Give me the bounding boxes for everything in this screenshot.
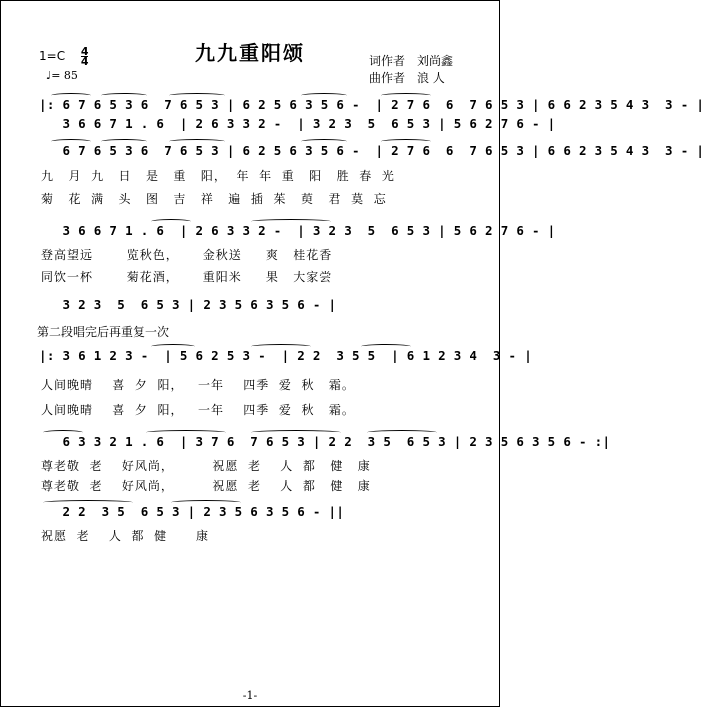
lyric-line: 九 月 九 日 是 重 阳， 年 年 重 阳 胜 春 光	[41, 169, 395, 183]
slur	[43, 500, 133, 505]
slur	[171, 500, 241, 505]
composer-name: 浪 人	[416, 71, 445, 85]
slur	[169, 93, 225, 98]
slur	[146, 430, 226, 435]
key-signature	[39, 47, 88, 66]
notation-line: 3 6 6 7 1 . 6 | 2 6 3 3 2 - | 3 2 3 5 6 5 3 | 5 6 2 7 6 - |	[39, 116, 556, 131]
slur	[361, 344, 411, 349]
credits: 词作者 刘尚鑫 曲作者 浪 人	[368, 54, 453, 85]
slur	[251, 344, 311, 349]
slur	[381, 93, 431, 98]
tempo-mark: ♩= 85	[46, 69, 78, 82]
lyric-line: 登高望远 览秋色， 金秋送 爽 桂花香	[41, 248, 333, 262]
time-signature: $\frac{4}{4}$	[80, 45, 89, 68]
lyricist-name: 刘尚鑫	[416, 54, 453, 68]
key-label: 1=C	[39, 49, 66, 63]
notation-line: 2 2 3 5 6 5 3 | 2 3 5 6 3 5 6 - ||	[39, 504, 345, 519]
slur	[101, 139, 147, 144]
lyric-line: 菊 花 满 头 图 吉 祥 遍 插 茱 萸 君 莫 忘	[41, 192, 387, 206]
notation-line: 6 7 6 5 3 6 7 6 5 3 | 6 2 5 6 3 5 6 - | 2 7 6 6 7 6 5 3 | 6 6 2 3 5 4 3 3 - |	[39, 143, 704, 158]
notation-line: |: 6 7 6 5 3 6 7 6 5 3 | 6 2 5 6 3 5 6 - | 2 7 6 6 7 6 5 3 | 6 6 2 3 5 4 3 3 - |	[39, 97, 704, 112]
slur	[51, 139, 91, 144]
page-number: -1-	[242, 689, 258, 702]
lyric-line: 祝愿 老 人 都 健 康	[41, 529, 210, 543]
lyric-line: 尊老敬 老 好风尚， 祝愿 老 人 都 健 康	[41, 459, 371, 473]
slur	[51, 93, 91, 98]
repeat-instruction: 第二段唱完后再重复一次	[37, 325, 170, 339]
song-title: 九九重阳颂	[195, 41, 305, 65]
lyric-line: 人间晚晴 喜 夕 阳， 一年 四季 爱 秋 霜。	[41, 378, 355, 392]
slur	[43, 430, 83, 435]
slur	[381, 139, 431, 144]
lyric-line: 人间晚晴 喜 夕 阳， 一年 四季 爱 秋 霜。	[41, 403, 355, 417]
slur	[101, 93, 147, 98]
notation-line: 6 3 3 2 1 . 6 | 3 7 6 7 6 5 3 | 2 2 3 5 6 5 3 | 2 3 5 6 3 5 6 - :|	[39, 434, 611, 449]
slur	[301, 139, 347, 144]
notation-line: 3 2 3 5 6 5 3 | 2 3 5 6 3 5 6 - |	[39, 297, 337, 312]
slur	[169, 139, 225, 144]
slur	[367, 430, 437, 435]
slur	[251, 219, 331, 224]
slur	[301, 93, 347, 98]
notation-line: |: 3 6 1 2 3 - | 5 6 2 5 3 - | 2 2 3 5 5 | 6 1 2 3 4 3 - |	[39, 348, 533, 363]
slur	[151, 344, 195, 349]
slur	[251, 430, 341, 435]
lyric-line: 尊老敬 老 好风尚， 祝愿 老 人 都 健 康	[41, 479, 371, 493]
slur	[151, 219, 191, 224]
lyric-line: 同饮一杯 菊花酒， 重阳米 果 大家尝	[41, 270, 333, 284]
notation-line: 3 6 6 7 1 . 6 | 2 6 3 3 2 - | 3 2 3 5 6 5 3 | 5 6 2 7 6 - |	[39, 223, 556, 238]
